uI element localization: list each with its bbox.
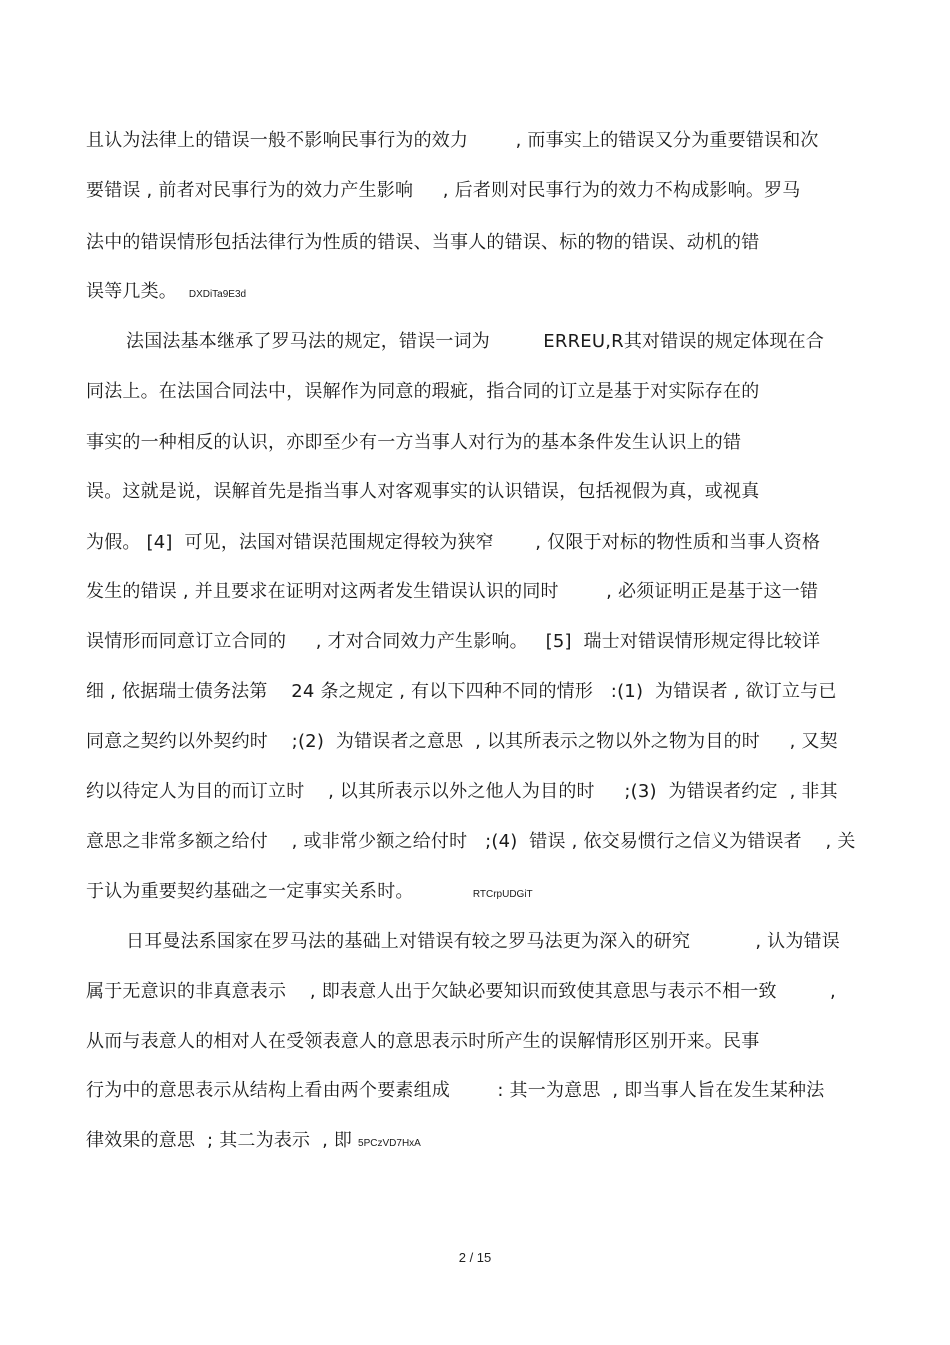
text-line: 从而与表意人的相对人在受领表意人的意思表示时所产生的误解情形区别开来。民事 <box>86 1031 760 1052</box>
doc-code: RTCrpUDGiT <box>472 889 533 900</box>
text-line: 约以待定人为目的而订立时 , 以其所表示以外之他人为目的时 ;(3) 为错误者约定 , 非其 <box>86 781 838 802</box>
text-line: 误等几类。 DXDiTa9E3d <box>86 281 247 302</box>
text-line: 意思之非常多额之给付 , 或非常少额之给付时 ;(4) 错误 , 依交易惯行之信义为错误者 , 关 <box>86 831 856 852</box>
text-line: 法国法基本继承了罗马法的规定，错误一词为 ERREU,R其对错误的规定体现在合 <box>126 331 825 352</box>
text-line: 同意之契约以外契约时 ;(2) 为错误者之意思 , 以其所表示之物以外之物为目的时 , 又契 <box>86 731 838 752</box>
text-line: 律效果的意思 ; 其二为表示 , 即 5PCzVD7HxA <box>86 1130 421 1151</box>
text-line: 同法上。在法国合同法中，误解作为同意的瑕疵，指合同的订立是基于对实际存在的 <box>86 381 760 402</box>
text-line: 属于无意识的非真意表示 , 即表意人出于欠缺必要知识而致使其意思与表示不相一致 , <box>86 981 836 1002</box>
text-line: 发生的错误 , 并且要求在证明对这两者发生错误认识的同时 , 必须证明正是基于这一错 <box>86 581 819 602</box>
text-line: 法中的错误情形包括法律行为性质的错误、当事人的错误、标的物的错误、动机的错 <box>86 232 760 253</box>
text-line: 且认为法律上的错误一般不影响民事行为的效力 , 而事实上的错误又分为重要错误和次 <box>86 130 819 151</box>
text-line: 为假。 [4] 可见，法国对错误范围规定得较为狭窄 , 仅限于对标的物性质和当事人资格 <box>86 532 821 553</box>
text-line: 要错误 , 前者对民事行为的效力产生影响 , 后者则对民事行为的效力不构成影响。罗马 <box>86 180 801 201</box>
text-line: 事实的一种相反的认识，亦即至少有一方当事人对行为的基本条件发生认识上的错 <box>86 432 742 453</box>
text-line: 于认为重要契约基础之一定事实关系时。 RTCrpUDGiT <box>86 881 533 902</box>
text-line: 行为中的意思表示从结构上看由两个要素组成 : 其一为意思 , 即当事人旨在发生某种法 <box>86 1080 825 1101</box>
text-line: 日耳曼法系国家在罗马法的基础上对错误有较之罗马法更为深入的研究 , 认为错误 <box>126 931 840 952</box>
doc-code: DXDiTa9E3d <box>188 289 247 300</box>
doc-code: 5PCzVD7HxA <box>358 1138 421 1149</box>
text-line: 细 , 依据瑞士债务法第 24 条之规定 , 有以下四种不同的情形 :(1) 为错误者 , 欲订立与已 <box>86 681 837 702</box>
text-line: 误情形而同意订立合同的 , 才对合同效力产生影响。 [5] 瑞士对错误情形规定得比较详 <box>86 631 821 652</box>
text-line: 误。这就是说，误解首先是指当事人对客观事实的认识错误，包括视假为真，或视真 <box>86 481 760 502</box>
page-number: 2 / 15 <box>458 1250 492 1265</box>
